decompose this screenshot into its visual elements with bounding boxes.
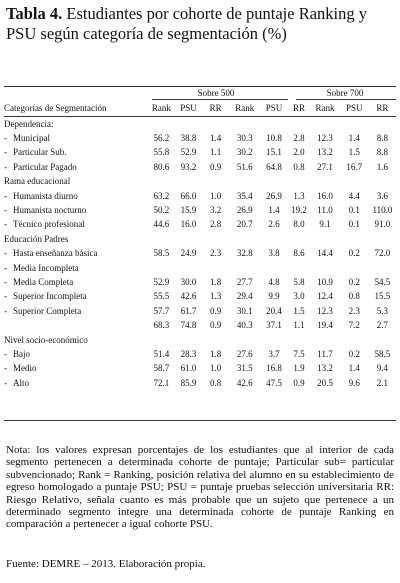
value-cell: 16.8 [266,363,282,374]
value-cell: 58.7 [153,363,170,374]
value-cell: 1.6 [376,161,389,172]
value-cell: 3.2 [209,205,222,216]
value-cell: 74.8 [180,320,197,331]
value-cell: 8.6 [293,248,305,259]
value-cell: 3.6 [376,190,389,201]
table-title [6,4,394,44]
column-header: Rank [229,100,260,117]
value-cell: 51.4 [153,348,170,359]
value-cell: 0.8 [348,291,360,302]
column-header: Rank [310,100,339,117]
row-bullet: - [4,147,7,158]
value-cell: 52.9 [153,276,170,287]
row-bullet: - [4,363,7,374]
value-cell [310,261,339,275]
row-label-cell [4,218,148,232]
table-row [4,160,396,174]
section-row [4,117,396,132]
value-cell: 7.5 [293,348,305,359]
value-cell: 2.1 [376,377,389,388]
value-cell: 1.0 [209,363,222,374]
value-cell: 4.4 [348,190,360,201]
table-body [4,117,396,391]
value-cell: 0.9 [209,305,222,316]
row-label-cell [4,247,148,261]
table-caption: Estudiantes por cohorte de puntaje Ranking y PSU según categoría de segmentación (%) [6,4,367,43]
column-header: Categorías de Segmentación [4,100,148,117]
row-label-cell [4,362,148,376]
value-cell: 1.1 [293,320,305,331]
value-cell: 24.9 [180,248,197,259]
table-row [4,304,396,318]
value-cell: 20.5 [317,377,333,388]
value-cell: 27.6 [236,348,253,359]
table-row [4,247,396,261]
row-label-cell [4,347,148,361]
value-cell: 30.2 [236,147,253,158]
table-row [4,146,396,160]
row-bullet: - [4,305,7,316]
value-cell: 12.3 [317,305,333,316]
value-cell: 12.3 [317,133,333,144]
row-bullet: - [4,262,7,273]
row-label-cell [4,131,148,145]
value-cell: 58.5 [374,348,391,359]
value-cell: 9.6 [348,377,360,388]
value-cell: 32.8 [236,248,253,259]
value-cell: 5.3 [376,305,389,316]
section-title: Educación Padres [4,233,69,244]
column-header: RR [202,100,229,117]
value-cell: 37.1 [266,320,282,331]
value-cell: 56.2 [153,133,170,144]
value-cell: 35.4 [236,190,253,201]
value-cell: 19.4 [317,320,333,331]
value-cell: 29.4 [236,291,253,302]
value-cell: 11.7 [317,348,333,359]
value-cell: 64.8 [266,161,282,172]
row-label-cell [4,160,148,174]
value-cell: 38.8 [180,133,197,144]
row-label: Medio [13,363,37,374]
row-bullet: - [4,291,7,302]
value-cell: 42.6 [180,291,197,302]
section-row [4,232,396,246]
column-header: PSU [175,100,202,117]
row-label: Hasta enseñanza básica [13,248,98,259]
value-cell: 12.4 [317,291,333,302]
group-header-sobre-500: Sobre 500 [197,88,235,98]
value-cell: 85.9 [180,377,197,388]
value-cell: 8.8 [376,133,389,144]
value-cell: 2.6 [268,219,280,230]
row-label-cell [4,304,148,318]
value-cell: 1.5 [348,147,360,158]
value-cell: 61.0 [180,363,197,374]
data-table [4,100,396,390]
value-cell: 61.7 [180,305,197,316]
row-label: Superior Incompleta [13,291,87,302]
column-header: RR [369,100,396,117]
value-cell: 20.7 [236,219,253,230]
section-title: Rama educacional [4,176,71,187]
column-header: RR [288,100,311,117]
value-cell: 20.4 [266,305,282,316]
table-row [4,376,396,390]
bottom-rule [4,420,396,421]
value-cell: 19.2 [291,205,307,216]
row-label: Humanista diurno [13,190,78,201]
value-cell: 9.4 [376,363,389,374]
value-cell: 2.0 [293,147,305,158]
value-cell: 55.5 [153,291,170,302]
value-cell: 40.3 [236,320,253,331]
value-cell: 28.3 [180,348,197,359]
value-cell: 55.8 [153,147,170,158]
value-cell: 15.1 [266,147,282,158]
value-cell [369,261,396,275]
row-label: Humanista nocturno [13,205,87,216]
table-row [4,203,396,217]
value-cell: 58.5 [153,248,170,259]
value-cell: 16.7 [346,161,363,172]
value-cell: 2.3 [348,305,360,316]
section-title: Nivel socio-económico [4,334,88,345]
value-cell [148,261,175,275]
value-cell: 0.2 [348,276,360,287]
table-row [4,290,396,304]
value-cell: 26.9 [236,205,253,216]
table-row [4,131,396,145]
value-cell: 10.8 [266,133,282,144]
value-cell: 1.3 [293,190,305,201]
value-cell: 1.4 [348,363,360,374]
value-cell: 4.8 [268,276,280,287]
row-label: Técnico profesional [13,219,85,230]
value-cell: 15.5 [374,291,391,302]
row-bullet: - [4,205,7,216]
table-row [4,189,396,203]
row-label: Media Completa [13,276,74,287]
value-cell: 0.9 [209,161,222,172]
value-cell: 110.0 [372,205,393,216]
value-cell: 13.2 [317,363,333,374]
value-cell: 3.0 [293,291,305,302]
value-cell: 44.6 [153,219,170,230]
row-bullet: - [4,276,7,287]
value-cell: 51.6 [236,161,253,172]
value-cell: 8.0 [293,219,305,230]
value-cell [288,261,311,275]
value-cell: 1.8 [209,348,222,359]
value-cell: 50.2 [153,205,170,216]
column-header: PSU [260,100,287,117]
value-cell: 0.9 [209,320,222,331]
table-row [4,362,396,376]
value-cell: 5.8 [293,276,305,287]
value-cell: 68.3 [153,320,170,331]
row-label: Bajo [13,348,30,359]
value-cell: 2.7 [376,320,389,331]
row-bullet: - [4,161,7,172]
row-bullet: - [4,248,7,259]
value-cell: 0.8 [209,377,222,388]
value-cell: 52.9 [180,147,197,158]
value-cell: 0.1 [348,219,360,230]
value-cell: 1.0 [209,190,222,201]
row-label-cell [4,261,148,275]
value-cell: 42.6 [236,377,253,388]
value-cell: 27.7 [236,276,253,287]
value-cell: 9.1 [319,219,331,230]
row-label-cell [4,203,148,217]
value-cell [202,261,229,275]
row-label: Superior Completa [13,305,82,316]
row-bullet: - [4,377,7,388]
section-row [4,175,396,189]
row-bullet: - [4,133,7,144]
value-cell: 93.2 [180,161,197,172]
section-row [4,333,396,347]
value-cell: 80.6 [153,161,170,172]
value-cell: 1.4 [348,133,360,144]
table-row [4,218,396,232]
section-title: Dependencia: [4,118,54,129]
value-cell [175,261,202,275]
value-cell: 66.0 [180,190,197,201]
value-cell [229,261,260,275]
top-rule [4,86,396,87]
value-cell: 72.1 [153,377,170,388]
value-cell: 27.1 [317,161,333,172]
value-cell: 1.4 [268,205,280,216]
row-label-cell [4,189,148,203]
value-cell [340,261,369,275]
value-cell: 7.2 [348,320,360,331]
table-number: Tabla 4. [6,4,63,23]
value-cell: 91.0 [374,219,391,230]
value-cell: 1.9 [293,363,305,374]
value-cell: 2.8 [293,133,305,144]
table-row [4,275,396,289]
value-cell: 13.2 [317,147,333,158]
value-cell: 2.8 [209,219,222,230]
row-label-cell [4,290,148,304]
row-label: Alto [13,377,30,388]
value-cell: 9.9 [268,291,280,302]
value-cell: 8.8 [376,147,389,158]
value-cell: 15.9 [180,205,197,216]
value-cell: 0.1 [348,205,360,216]
value-cell: 47.5 [266,377,282,388]
row-label: Particular Pagado [13,161,77,172]
row-label: Media Incompleta [13,262,79,273]
value-cell: 3.7 [268,348,280,359]
value-cell: 14.4 [317,248,333,259]
value-cell: 1.1 [209,147,222,158]
table-note: Nota: los valores expresan porcentajes de los estudiantes que al interior de cada segmento pertenecen a determinada cohorte de puntaje; Particular sub= particular subvencionado; Rank = Ranking, posición relativa del alumno en su establecimiento de egreso homologado a puntaje PSU; PSU = puntaje pruebas selección universitaria RR: Riesgo Relativo, señala cuanto es más probable que un sujeto que pertenece a un determinado segmento integre una determinada cohorte de puntaje Ranking en comparación a pertenecer a igual cohorte PSU. [6,444,394,531]
row-label-cell [4,275,148,289]
table-row [4,347,396,361]
value-cell: 30.0 [180,276,197,287]
row-label: Particular Sub. [13,147,67,158]
value-cell: 57.7 [153,305,170,316]
value-cell: 31.5 [236,363,253,374]
value-cell: 0.8 [293,161,305,172]
row-bullet: - [4,219,7,230]
row-label: Municipal [13,133,50,144]
value-cell: 0.2 [348,248,360,259]
value-cell: 10.9 [317,276,333,287]
value-cell: 16.0 [317,190,333,201]
value-cell [260,261,287,275]
value-cell: 30.3 [236,133,253,144]
row-label-cell [4,318,148,332]
value-cell: 1.8 [209,276,222,287]
table-row [4,261,396,275]
value-cell: 0.2 [348,348,360,359]
group-header-sobre-700: Sobre 700 [326,88,364,98]
column-header: PSU [340,100,369,117]
value-cell: 2.3 [209,248,222,259]
value-cell: 1.5 [293,305,305,316]
value-cell: 72.0 [374,248,391,259]
table-source: Fuente: DEMRE – 2013. Elaboración propia. [6,558,206,570]
column-header: Rank [148,100,175,117]
value-cell: 1.3 [209,291,222,302]
value-cell: 54.5 [374,276,391,287]
value-cell: 11.0 [317,205,333,216]
row-label-cell [4,376,148,390]
value-cell: 30.1 [236,305,253,316]
value-cell: 16.0 [180,219,197,230]
row-bullet: - [4,348,7,359]
row-bullet: - [4,190,7,201]
column-header-row [4,100,396,117]
row-label-cell [4,146,148,160]
value-cell: 0.9 [293,377,305,388]
table-row [4,318,396,332]
value-cell: 3.8 [268,248,280,259]
value-cell: 26.9 [266,190,282,201]
value-cell: 1.4 [209,133,222,144]
value-cell: 63.2 [153,190,170,201]
